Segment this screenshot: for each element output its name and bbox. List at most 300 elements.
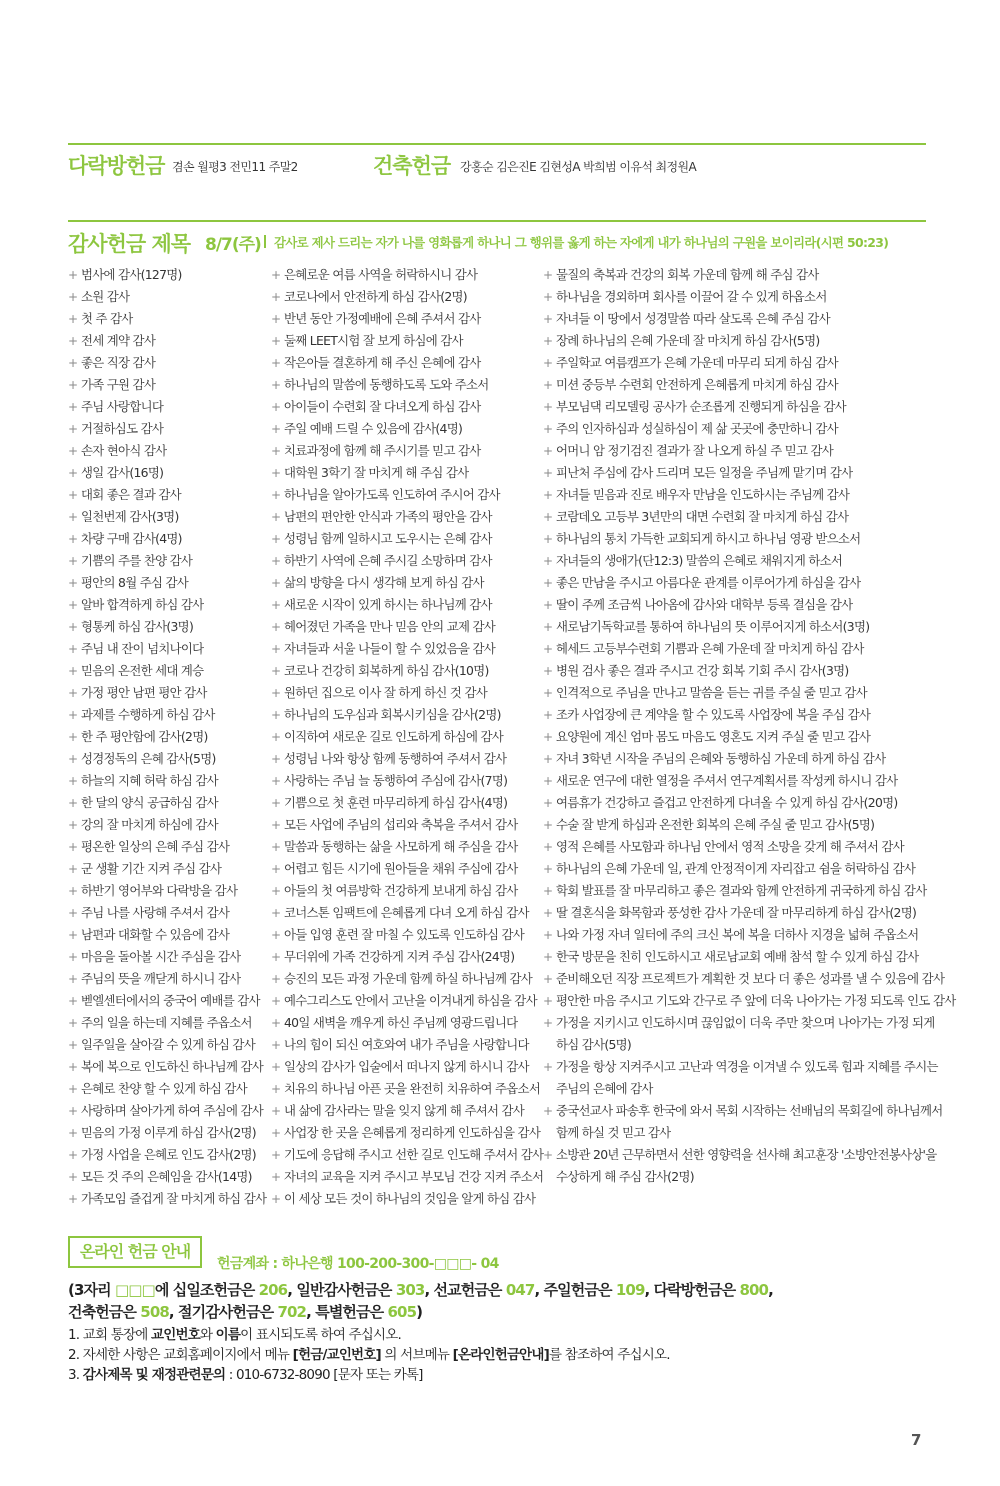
thanks-item-text: 조카 사업장에 큰 계약을 할 수 있도록 사업장에 복을 주심 감사 [556,707,871,722]
plus-icon: + [543,356,553,370]
plus-icon: + [271,1038,281,1052]
text-run: 교인번호 [150,1327,200,1343]
darakbang-names: 겸손 월평3 전민11 주말2 [172,160,298,174]
thanks-item [271,616,543,638]
thanks-item-text: 생일 감사(16명) [81,465,164,480]
plus-icon: + [543,554,553,568]
thanks-item [543,396,955,418]
plus-icon: + [68,356,78,370]
thanks-item-text: 코너스톤 임팩트에 은혜롭게 다녀 오게 하심 감사 [284,905,529,920]
thanks-item-text: 가정을 항상 지켜주시고 고난과 역경을 이겨낼 수 있도록 힘과 지혜를 주시는 [556,1059,938,1074]
thanks-item-text: 좋은 만남을 주시고 아름다운 관계를 이루어가게 하심을 감사 [556,575,861,590]
plus-icon: + [68,862,78,876]
plus-icon: + [543,928,553,942]
text-run: 508 [140,1303,169,1321]
plus-icon: + [271,884,281,898]
thanks-item [271,748,543,770]
thanks-item [271,682,543,704]
plus-icon: + [271,422,281,436]
top-rule [68,143,926,145]
text-run: 109 [615,1281,645,1299]
thanks-item [543,792,955,814]
text-run: 1. 교회 통장에 [68,1327,151,1343]
plus-icon: + [271,774,281,788]
thanks-item [68,352,266,374]
thanks-item [543,814,955,836]
plus-icon: + [271,510,281,524]
plus-icon: + [271,796,281,810]
thanks-item-text: 성경정독의 은혜 감사(5명) [81,751,216,766]
plus-icon: + [68,796,78,810]
thanks-item-text: 마음을 돌아볼 시간 주심을 감사 [81,949,241,964]
thanks-item [271,770,543,792]
thanks-item-text: 하나님을 알아가도록 인도하여 주시어 감사 [284,487,500,502]
text-run: ) [416,1303,423,1321]
account-number: 헌금계좌 : 하나은행 100-200-300-□□□- 04 [217,1256,499,1272]
thanks-item [543,484,955,506]
thanks-item-text: 반년 동안 가정예배에 은혜 주셔서 감사 [284,311,481,326]
plus-icon: + [543,664,553,678]
thanks-item-text: 자녀들 믿음과 진로 배우자 만남을 인도하시는 주님께 감사 [556,487,850,502]
text-run: 206 [258,1281,288,1299]
thanks-item-text: 평안의 8월 주심 감사 [81,575,189,590]
thanks-item [543,616,955,638]
thanks-item [271,440,543,462]
thanks-item-text: 하반기 사역에 은혜 주시길 소망하며 감사 [284,553,492,568]
thanks-item-text: 자녀 3학년 시작을 주님의 은혜와 동행하심 가운데 하게 하심 감사 [556,751,886,766]
plus-icon: + [543,774,553,788]
plus-icon: + [68,994,78,1008]
thanks-item [68,682,266,704]
thanks-item [271,396,543,418]
plus-icon: + [271,1082,281,1096]
text-run: 의 서브메뉴 [380,1347,453,1363]
plus-icon: + [271,862,281,876]
thanks-item-text: 나와 가정 자녀 일터에 주의 크신 복에 복을 더하사 지경을 넓혀 주옵소서 [556,927,919,942]
thanks-item-text: 치유의 하나님 아픈 곳을 완전히 치유하여 주옵소서 [284,1081,541,1096]
thanks-item [271,726,543,748]
thanks-item [271,704,543,726]
thanks-item [68,638,266,660]
thanks-item-text: 가족모임 즐겁게 잘 마치게 하심 감사 [81,1191,267,1206]
thanks-item [271,352,543,374]
thanks-item-text: 말씀과 동행하는 삶을 사모하게 해 주심을 감사 [284,839,518,854]
plus-icon: + [68,620,78,634]
thanks-item [271,902,543,924]
thanks-item-text: 영적 은혜를 사모함과 하나님 안에서 영적 소망을 갖게 해 주셔서 감사 [556,839,904,854]
thanks-item-text: 하나님의 도우심과 회복시키심을 감사(2명) [284,707,501,722]
thanks-item-text: 주님 나를 사랑해 주셔서 감사 [81,905,230,920]
thanks-item [68,990,266,1012]
plus-icon: + [543,950,553,964]
plus-icon: + [68,488,78,502]
plus-icon: + [68,752,78,766]
online-offering-title: 온라인 헌금 안내 [68,1236,202,1268]
plus-icon: + [68,378,78,392]
plus-icon: + [68,1170,78,1184]
plus-icon: + [271,642,281,656]
thanks-item [271,792,543,814]
thanks-item [68,792,266,814]
thanks-item [271,418,543,440]
thanks-item [271,858,543,880]
plus-icon: + [271,752,281,766]
thanks-item-text: 남편의 편안한 안식과 가족의 평안을 감사 [284,509,492,524]
thanks-item [68,1056,266,1078]
thanks-item-text: 학회 발표를 잘 마무리하고 좋은 결과와 함께 안전하게 귀국하게 하심 감사 [556,883,927,898]
plus-icon: + [543,972,553,986]
thanks-item-text: 성령님 함께 일하시고 도우시는 은혜 감사 [284,531,492,546]
thanks-item [543,990,955,1012]
plus-icon: + [271,466,281,480]
thanks-item-text: 기쁨의 주를 찬양 감사 [81,553,193,568]
plus-icon: + [271,554,281,568]
thanks-item-text: 준비해오던 직장 프로젝트가 계획한 것 보다 더 좋은 성과를 낼 수 있음에 감사 [556,971,945,986]
thanks-item [543,748,955,770]
offering-codes-line-2 [68,1301,773,1323]
thanks-item-text: 형통케 하심 감사(3명) [81,619,194,634]
thanks-item-text: 가정 평안 남편 평안 감사 [81,685,207,700]
thanks-item-text: 가정을 지키시고 인도하시며 끊임없이 더욱 주만 찾으며 나아가는 가정 되게 [556,1015,935,1030]
thanks-item-text: 딸이 주께 조금씩 나아옴에 감사와 대학부 등록 결심을 감사 [556,597,853,612]
thanks-item [271,1144,543,1166]
plus-icon: + [271,708,281,722]
plus-icon: + [543,422,553,436]
thanks-item [543,1100,955,1122]
plus-icon: + [68,686,78,700]
thanks-item-text: 일상의 감사가 입술에서 떠나지 않게 하시니 감사 [284,1059,529,1074]
plus-icon: + [543,708,553,722]
text-run: , 일반감사헌금은 [287,1281,396,1299]
thanks-item [271,572,543,594]
thanks-item [68,330,266,352]
plus-icon: + [543,642,553,656]
thanks-item-text: 승진의 모든 과정 가운데 함께 하실 하나님께 감사 [284,971,533,986]
plus-icon: + [68,1104,78,1118]
thanks-item-text: 하심 감사(5명) [556,1037,632,1052]
plus-icon: + [543,862,553,876]
plus-icon: + [543,400,553,414]
plus-icon: + [68,532,78,546]
thanks-item [543,1144,955,1166]
thanks-item-text: 어렵고 힘든 시기에 원아들을 채워 주심에 감사 [284,861,518,876]
text-run: [헌금/교인번호] [292,1347,381,1363]
thanks-item [68,924,266,946]
thanks-item-text: 주님 사랑합니다 [81,399,164,414]
text-run: 에 십일조헌금은 [154,1281,259,1299]
thanks-item [271,968,543,990]
thanks-item [68,528,266,550]
thanks-item [271,286,543,308]
plus-icon: + [543,730,553,744]
thanks-item [543,638,955,660]
building-title: 건축헌금 [373,154,451,178]
plus-icon: + [68,642,78,656]
plus-icon: + [68,400,78,414]
text-run: 2. 자세한 사항은 교회홈페이지에서 메뉴 [68,1347,293,1363]
plus-icon: + [68,422,78,436]
plus-icon: + [271,1148,281,1162]
thanks-item [271,594,543,616]
thanks-item-text: 소방관 20년 근무하면서 선한 영향력을 선사해 최고훈장 '소방안전봉사상'을 [556,1147,937,1162]
thanks-item [68,726,266,748]
thanks-item [543,330,955,352]
thanks-date: 8/7(주) [205,235,261,255]
plus-icon: + [68,1126,78,1140]
thanks-item-text: 기쁨으로 첫 훈련 마무리하게 하심 감사(4명) [284,795,508,810]
thanks-item-text: 가정 사업을 은혜로 인도 감사(2명) [81,1147,256,1162]
thanks-item [543,1078,955,1100]
thanks-item-text: 사업장 한 곳을 은혜롭게 정리하게 인도하심을 감사 [284,1125,541,1140]
thanks-item-text: 전세 계약 감사 [81,333,156,348]
thanks-item [271,528,543,550]
thanks-item-text: 한 주 평안함에 감사(2명) [81,729,208,744]
thanks-item-text: 새로남기독학교를 통하여 하나님의 뜻 이루어지게 하소서(3명) [556,619,870,634]
thanks-item-text: 아이들이 수련회 잘 다녀오게 하심 감사 [284,399,481,414]
note-3 [68,1365,670,1385]
thanks-item-text: 좋은 직장 감사 [81,355,156,370]
thanks-item-text: 나의 힘이 되신 여호와여 내가 주님을 사랑합니다 [284,1037,529,1052]
thanks-item-text: 하나님의 말씀에 동행하도록 도와 주소서 [284,377,489,392]
thanks-item-text: 원하던 집으로 이사 잘 하게 하신 것 감사 [284,685,487,700]
thanks-item [68,704,266,726]
plus-icon: + [271,1170,281,1184]
plus-icon: + [543,796,553,810]
text-run: 800 [739,1281,769,1299]
thanks-item-text: 평안한 마음 주시고 기도와 간구로 주 앞에 더욱 나아가는 가정 되도록 인도 감사 [556,993,956,1008]
text-run: 3. [68,1367,83,1383]
note-2 [68,1345,670,1365]
text-run: , [768,1281,773,1299]
plus-icon: + [271,334,281,348]
plus-icon: + [543,686,553,700]
thanks-item [271,880,543,902]
thanks-item-text: 한국 방문을 친히 인도하시고 새로남교회 예배 참석 할 수 있게 하심 감사 [556,949,919,964]
thanks-item [271,638,543,660]
plus-icon: + [271,1104,281,1118]
thanks-item [543,308,955,330]
plus-icon: + [271,840,281,854]
thanks-item [68,968,266,990]
thanks-item-text: 수술 잘 받게 하심과 온전한 회복의 은혜 주실 줄 믿고 감사(5명) [556,817,875,832]
thanks-item-text: 모든 것 주의 은혜임을 감사(14명) [81,1169,252,1184]
thanks-list-column-1 [68,264,266,1210]
thanks-item-text: 주의 일을 하는데 지혜를 주옵소서 [81,1015,252,1030]
thanks-item [271,1122,543,1144]
thanks-item [68,264,266,286]
text-run: : 010-6732-8090 [문자 또는 카톡] [225,1367,423,1383]
thanks-item [271,1056,543,1078]
thanks-item-text: 한 달의 양식 공급하심 감사 [81,795,218,810]
thanks-item [68,814,266,836]
text-run: 와 [199,1327,216,1343]
thanks-item [68,484,266,506]
thanks-item [543,770,955,792]
thanks-item-text: 일천번제 감사(3명) [81,509,179,524]
offering-codes-line-1 [68,1279,773,1301]
thanks-item [543,946,955,968]
scripture-verse: 감사로 제사 드리는 자가 나를 영화롭게 하나니 그 행위를 옳게 하는 자에게 내가 하나님의 구원을 보이리라(시편 50:23) [274,235,889,250]
thanks-item [68,440,266,462]
plus-icon: + [68,312,78,326]
thanks-item-text: 여름휴가 건강하고 즐겁고 안전하게 다녀올 수 있게 하심 감사(20명) [556,795,898,810]
plus-icon: + [271,444,281,458]
plus-icon: + [271,972,281,986]
plus-icon: + [68,444,78,458]
plus-icon: + [68,774,78,788]
thanks-item [271,1166,543,1188]
plus-icon: + [68,268,78,282]
thanks-item [271,924,543,946]
plus-icon: + [543,620,553,634]
thanks-item-text: 주님 내 잔이 넘치나이다 [81,641,204,656]
thanks-item [68,902,266,924]
thanks-item [543,682,955,704]
thanks-item-text: 치료과정에 함께 해 주시기를 믿고 감사 [284,443,481,458]
thanks-item [68,462,266,484]
thanks-item-text: 가족 구원 감사 [81,377,156,392]
thanks-item [68,418,266,440]
thanks-item-text: 아들 입영 훈련 잘 마칠 수 있도록 인도하심 감사 [284,927,525,942]
plus-icon: + [271,488,281,502]
thanks-item [543,1122,955,1144]
plus-icon: + [68,1082,78,1096]
thanks-item [68,1012,266,1034]
text-run: 이름 [215,1327,241,1343]
thanks-item-text: 헤세드 고등부수련회 기쁨과 은혜 가운데 잘 마치게 하심 감사 [556,641,864,656]
thanks-item-text: 헤어졌던 가족을 만나 믿음 안의 교제 감사 [284,619,496,634]
thanks-item [68,1034,266,1056]
plus-icon: + [271,906,281,920]
thanks-item-text: 하나님을 경외하며 회사를 이끌어 갈 수 있게 하옵소서 [556,289,827,304]
thanks-item-text: 내 삶에 감사라는 말을 잊지 않게 해 주셔서 감사 [284,1103,525,1118]
thanks-item-text: 평온한 일상의 은혜 주심 감사 [81,839,230,854]
plus-icon: + [68,884,78,898]
plus-icon: + [68,1148,78,1162]
plus-icon: + [68,510,78,524]
text-run: 047 [505,1281,535,1299]
text-run: , 특별헌금은 [306,1303,388,1321]
plus-icon: + [543,268,553,282]
thanks-item-text: 복에 복으로 인도하신 하나님께 감사 [81,1059,263,1074]
plus-icon: + [271,928,281,942]
thanks-item-text: 삶의 방향을 다시 생각해 보게 하심 감사 [284,575,484,590]
thanks-item-text: 아들의 첫 여름방학 건강하게 보내게 하심 감사 [284,883,518,898]
thanks-item-text: 벧엘센터에서의 중국어 예배를 감사 [81,993,260,1008]
thanks-item [271,836,543,858]
thanks-item [271,1100,543,1122]
plus-icon: + [68,730,78,744]
plus-icon: + [271,290,281,304]
plus-icon: + [271,576,281,590]
thanks-item-text: 차량 구매 감사(4명) [81,531,182,546]
thanks-item-text: 주님의 뜻을 깨닫게 하시니 감사 [81,971,241,986]
text-run: 605 [387,1303,417,1321]
thanks-item-text: 기도에 응답해 주시고 선한 길로 인도해 주셔서 감사 [284,1147,544,1162]
thanks-item-text: 사랑하며 살아가게 하여 주심에 감사 [81,1103,263,1118]
thanks-item [543,506,955,528]
thanks-item [68,396,266,418]
thanks-item-text: 과제를 수행하게 하심 감사 [81,707,215,722]
plus-icon: + [543,334,553,348]
thanks-item-text: 인격적으로 주님을 만나고 말씀을 듣는 귀를 주실 줄 믿고 감사 [556,685,867,700]
thanks-item-text: 거절하심도 감사 [81,421,164,436]
thanks-item-text: 40일 새벽을 깨우게 하신 주님께 영광드립니다 [284,1015,518,1030]
plus-icon: + [543,378,553,392]
plus-icon: + [271,378,281,392]
thanks-item [543,1166,955,1188]
thanks-item [271,330,543,352]
plus-icon: + [543,906,553,920]
thanks-item [68,308,266,330]
thanks-item [271,484,543,506]
thanks-item [543,858,955,880]
plus-icon: + [543,312,553,326]
thanks-item [543,550,955,572]
thanks-item [271,308,543,330]
thanks-item [543,462,955,484]
plus-icon: + [543,1016,553,1030]
plus-icon: + [271,620,281,634]
plus-icon: + [543,444,553,458]
plus-icon: + [68,554,78,568]
thanks-item [68,880,266,902]
text-run: , 다락방헌금은 [644,1281,740,1299]
thanks-item [68,1166,266,1188]
text-run: 702 [277,1303,307,1321]
text-run: □□□ [115,1281,155,1299]
thanks-item [68,1188,266,1210]
thanks-item-text: 코로나에서 안전하게 하심 감사(2명) [284,289,467,304]
page-number: 7 [911,1431,922,1449]
plus-icon: + [543,488,553,502]
plus-icon: + [543,598,553,612]
thanks-list-column-3 [543,264,955,1188]
thanks-item [271,946,543,968]
thanks-item [68,572,266,594]
thanks-item-text: 강의 잘 마치게 하심에 감사 [81,817,218,832]
plus-icon: + [68,840,78,854]
plus-icon: + [543,576,553,590]
thanks-item [543,726,955,748]
thanks-item-text: 대회 좋은 결과 감사 [81,487,181,502]
plus-icon: + [271,268,281,282]
plus-icon: + [543,1148,553,1162]
thanks-item-text: 부모님댁 리모델링 공사가 순조롭게 진행되게 하심을 감사 [556,399,846,414]
plus-icon: + [68,928,78,942]
plus-icon: + [271,686,281,700]
thanks-item [543,1012,955,1034]
thanks-item [271,374,543,396]
thanks-item [68,858,266,880]
thanks-item [68,506,266,528]
thanks-item-text: 군 생활 기간 지켜 주심 감사 [81,861,222,876]
thanks-item-text: 수상하게 해 주심 감사(2명) [556,1169,694,1184]
offering-codes [68,1279,773,1323]
note-1 [68,1325,670,1345]
thanks-item-text: 대학원 3학기 잘 마치게 해 주심 감사 [284,465,469,480]
thanks-item-text: 작은아들 결혼하게 해 주신 은혜에 감사 [284,355,481,370]
thanks-item-text: 코람데오 고등부 3년만의 대면 수련회 잘 마치게 하심 감사 [556,509,849,524]
plus-icon: + [271,664,281,678]
thanks-item-text: 하반기 영어부와 다락방을 감사 [81,883,238,898]
thanks-item-text: 주님의 은혜에 감사 [556,1081,653,1096]
building-names: 강홍순 김은진E 김현성A 박희범 이유석 최정원A [460,160,697,174]
thanks-item [271,550,543,572]
thanks-item-text: 물질의 축복과 건강의 회복 가운데 함께 해 주심 감사 [556,267,819,282]
thanks-item [271,1012,543,1034]
thanks-item [68,1122,266,1144]
